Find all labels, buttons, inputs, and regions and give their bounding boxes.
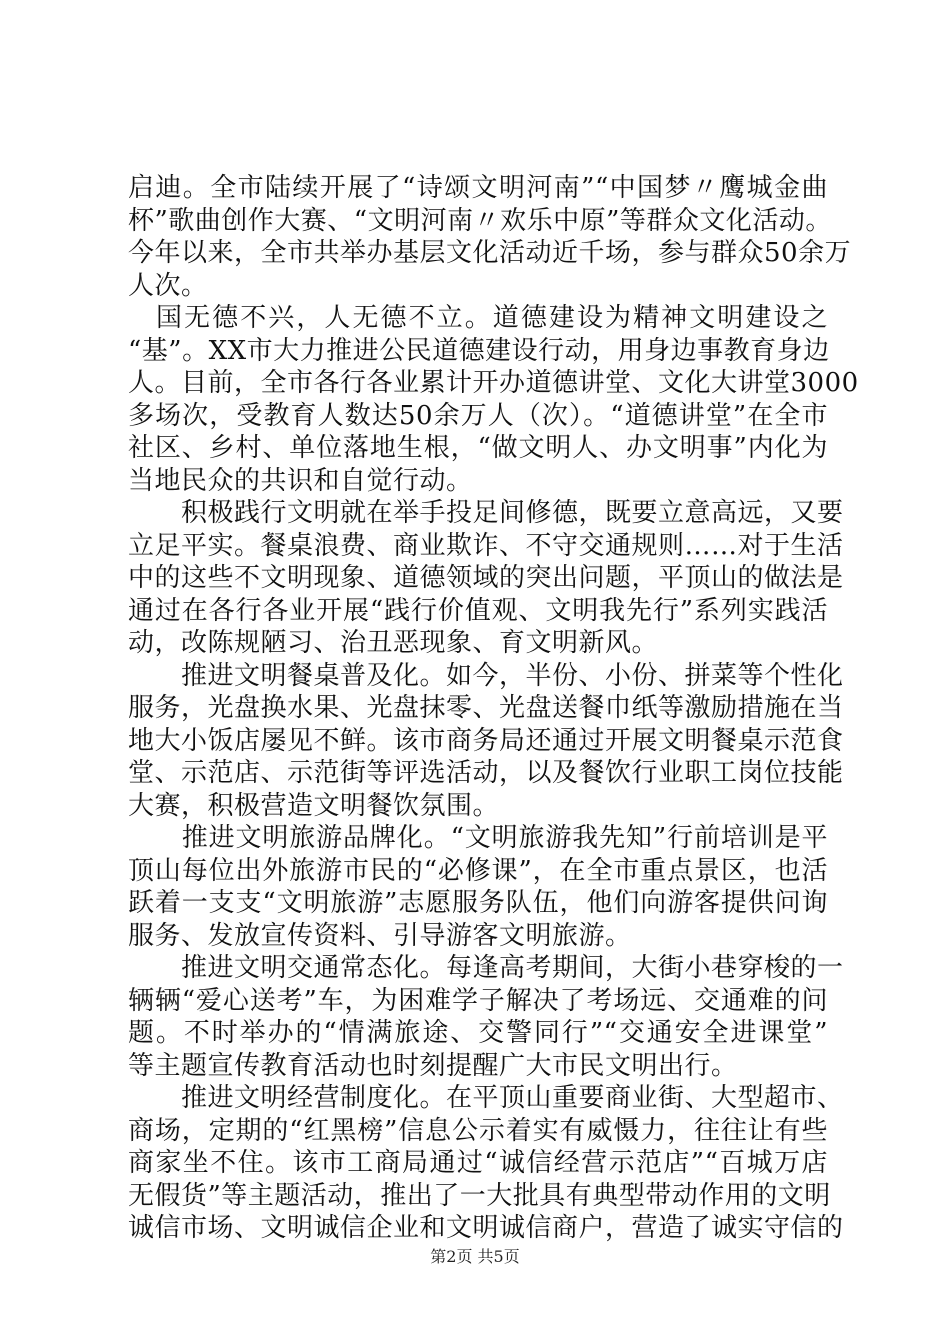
- text-line: 跃着一支支“文明旅游”志愿服务队伍，他们向游客提供问询: [128, 888, 828, 918]
- text-line: 今年以来，全市共举办基层文化活动近千场，参与群众50余万: [128, 238, 852, 268]
- text-line: 多场次，受教育人数达50余万人（次）。“道德讲堂”在全市: [128, 400, 828, 431]
- text-line: 当地民众的共识和自觉行动。: [128, 465, 473, 496]
- text-line: 国无德不兴，人无德不立。道德建设为精神文明建设之: [128, 303, 828, 333]
- text-line: 中的这些不文明现象、道德领域的突出问题，平顶山的做法是: [128, 563, 844, 593]
- text-line: 启迪。全市陆续开展了“诗颂文明河南”“中国梦〃鹰城金曲: [128, 173, 828, 203]
- text-line: 服务、发放宣传资料、引导游客文明旅游。: [128, 920, 632, 951]
- text-line: 顶山每位出外旅游市民的“必修课”，在全市重点景区，也活: [128, 855, 828, 886]
- text-line: 辆辆“爱心送考”车，为困难学子解决了考场远、交通难的问: [128, 985, 828, 1016]
- text-line: 社区、乡村、单位落地生根，“做文明人、办文明事”内化为: [128, 433, 828, 463]
- text-line: 动，改陈规陋习、治丑恶现象、育文明新风。: [128, 628, 659, 658]
- text-line: 通过在各行各业开展“践行价值观、文明我先行”系列实践活: [128, 595, 828, 626]
- text-line: 商家坐不住。该市工商局通过“诚信经营示范店”“百城万店: [128, 1148, 828, 1178]
- text-line: 推进文明交通常态化。每逢高考期间，大街小巷穿梭的一: [128, 953, 844, 983]
- text-line: 人。目前，全市各行各业累计开办道德讲堂、文化大讲堂3000: [128, 368, 859, 398]
- page-footer: 第2页 共5页: [430, 1247, 520, 1266]
- text-line: 地大小饭店屡见不鲜。该市商务局还通过开展文明餐桌示范食: [128, 725, 844, 756]
- text-line: 商场，定期的“红黑榜”信息公示着实有威慑力，往往让有些: [128, 1115, 828, 1146]
- text-line: 服务，光盘换水果、光盘抹零、光盘送餐巾纸等激励措施在当: [128, 693, 844, 723]
- text-line: 推进文明旅游品牌化。“文明旅游我先知”行前培训是平: [128, 823, 828, 853]
- document-body: [128, 172, 859, 1245]
- text-line: 杯”歌曲创作大赛、“文明河南〃欢乐中原”等群众文化活动。: [128, 205, 832, 236]
- text-line: 推进文明餐桌普及化。如今，半份、小份、拼菜等个性化: [128, 660, 844, 691]
- text-line: 堂、示范店、示范街等评选活动，以及餐饮行业职工岗位技能: [128, 758, 844, 788]
- text-line: 立足平实。餐桌浪费、商业欺诈、不守交通规则……对于生活: [128, 530, 844, 561]
- text-line: 大赛，积极营造文明餐饮氛围。: [128, 790, 500, 821]
- text-line: “基”。XX市大力推进公民道德建设行动，用身边事教育身边: [128, 335, 830, 366]
- text-line: 等主题宣传教育活动也时刻提醒广大市民文明出行。: [128, 1050, 738, 1081]
- text-line: 题。不时举办的“情满旅途、交警同行”“交通安全进课堂”: [128, 1018, 828, 1048]
- text-line: 人次。: [128, 270, 208, 301]
- text-line: 诚信市场、文明诚信企业和文明诚信商户，营造了诚实守信的: [128, 1213, 844, 1243]
- text-line: 无假货”等主题活动，推出了一大批具有典型带动作用的文明: [128, 1180, 831, 1211]
- text-line: 积极践行文明就在举手投足间修德，既要立意高远，又要: [128, 498, 844, 528]
- text-line: 推进文明经营制度化。在平顶山重要商业街、大型超市、: [128, 1083, 844, 1113]
